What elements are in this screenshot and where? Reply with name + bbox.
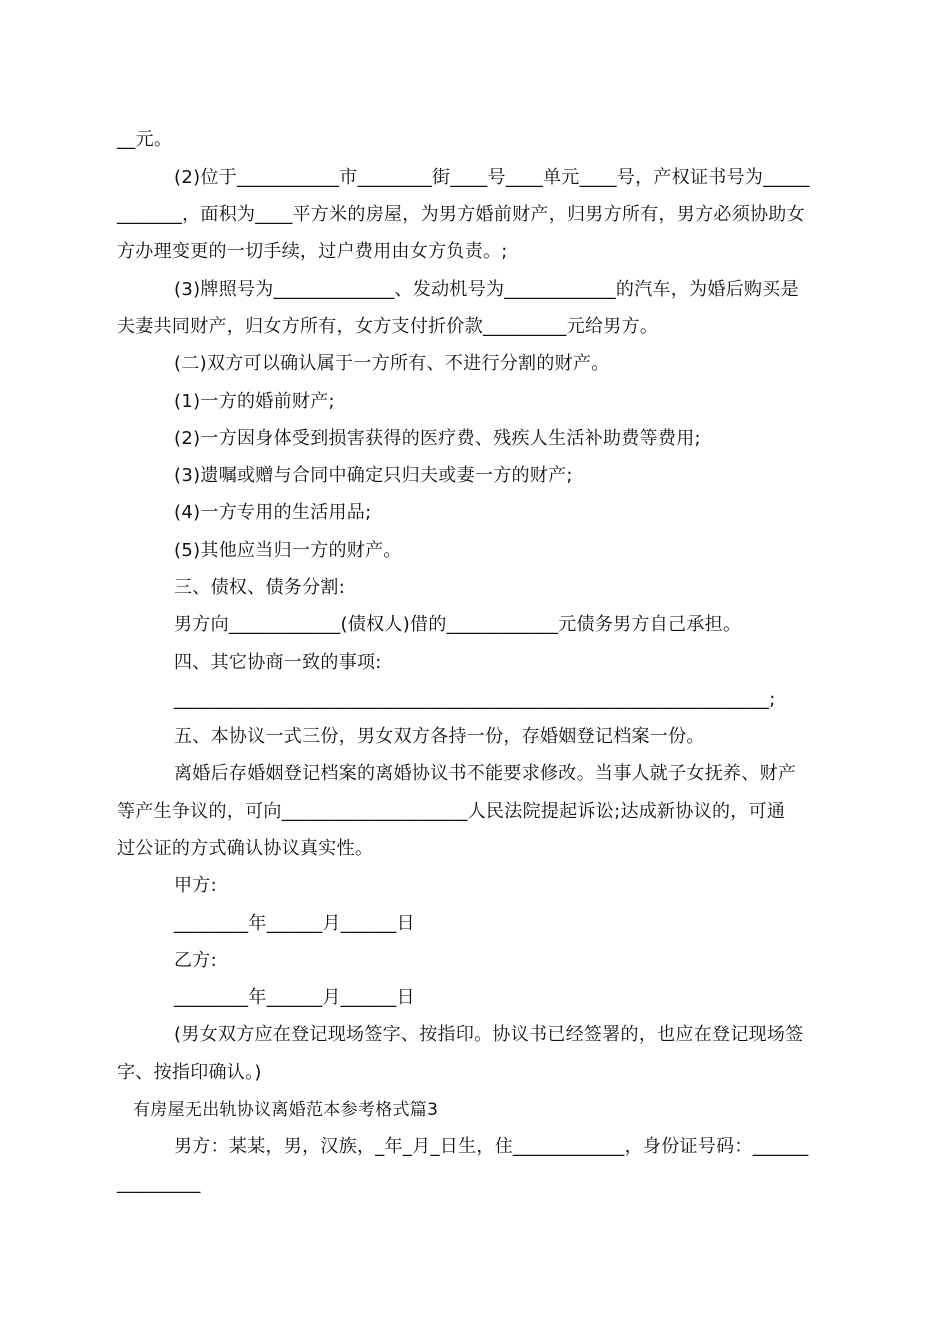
party-a-date: ________年______月______日 <box>174 913 415 934</box>
text-line: 字、按指印确认。) <box>117 1062 262 1083</box>
text-line: (4)一方专用的生活用品; <box>174 502 372 523</box>
text-line: (1)一方的婚前财产; <box>174 391 335 412</box>
text-line: 等产生争议的，可向____________________人民法院提起诉讼;达成新协议的，可通 <box>117 801 786 822</box>
text-line: __元。 <box>117 129 173 150</box>
text-line: 五、本协议一式三份，男女双方各持一份，存婚姻登记档案一份。 <box>174 726 705 747</box>
text-line: ________________________________________________________________; <box>174 689 776 710</box>
text-line: 三、债权、债务分割: <box>174 577 346 598</box>
text-line: 男方：某某，男，汉族，_年_月_日生，住____________，身份证号码：______ <box>174 1136 809 1157</box>
text-line: 过公证的方式确认协议真实性。 <box>117 838 374 859</box>
text-line: 男方向____________(债权人)借的____________元债务男方自己承担。 <box>174 614 742 635</box>
party-b-date: ________年______月______日 <box>174 987 415 1008</box>
text-line: 四、其它协商一致的事项: <box>174 652 382 673</box>
text-line: 夫妻共同财产，归女方所有，女方支付折价款_________元给男方。 <box>117 316 659 337</box>
text-line: (男女双方应在登记现场签字、按指印。协议书已经签署的，也应在登记现场签 <box>174 1024 804 1045</box>
text-line: (2)一方因身体受到损害获得的医疗费、残疾人生活补助费等费用; <box>174 428 701 449</box>
text-line: (3)牌照号为_____________、发动机号为____________的汽车，为婚后购买是 <box>174 279 799 300</box>
party-b-label: 乙方: <box>174 950 217 971</box>
text-line: (二)双方可以确认属于一方所有、不进行分割的财产。 <box>174 353 610 374</box>
text-line: 离婚后存婚姻登记档案的离婚协议书不能要求修改。当事人就子女抚养、财产 <box>174 763 797 784</box>
text-line: _________ <box>117 1173 201 1194</box>
text-line: _______，面积为____平方米的房屋，为男方婚前财产，归男方所有，男方必须协助女 <box>117 204 805 225</box>
text-line: 方办理变更的一切手续，过户费用由女方负责。; <box>117 241 508 262</box>
section-heading: 有房屋无出轨协议离婚范本参考格式篇3 <box>133 1100 439 1120</box>
text-line: (3)遗嘱或赠与合同中确定只归夫或妻一方的财产; <box>174 465 573 486</box>
text-line: (5)其他应当归一方的财产。 <box>174 540 402 561</box>
text-line: (2)位于___________市________街____号____单元____号，产权证书号为_____ <box>174 167 810 188</box>
party-a-label: 甲方: <box>174 875 217 896</box>
